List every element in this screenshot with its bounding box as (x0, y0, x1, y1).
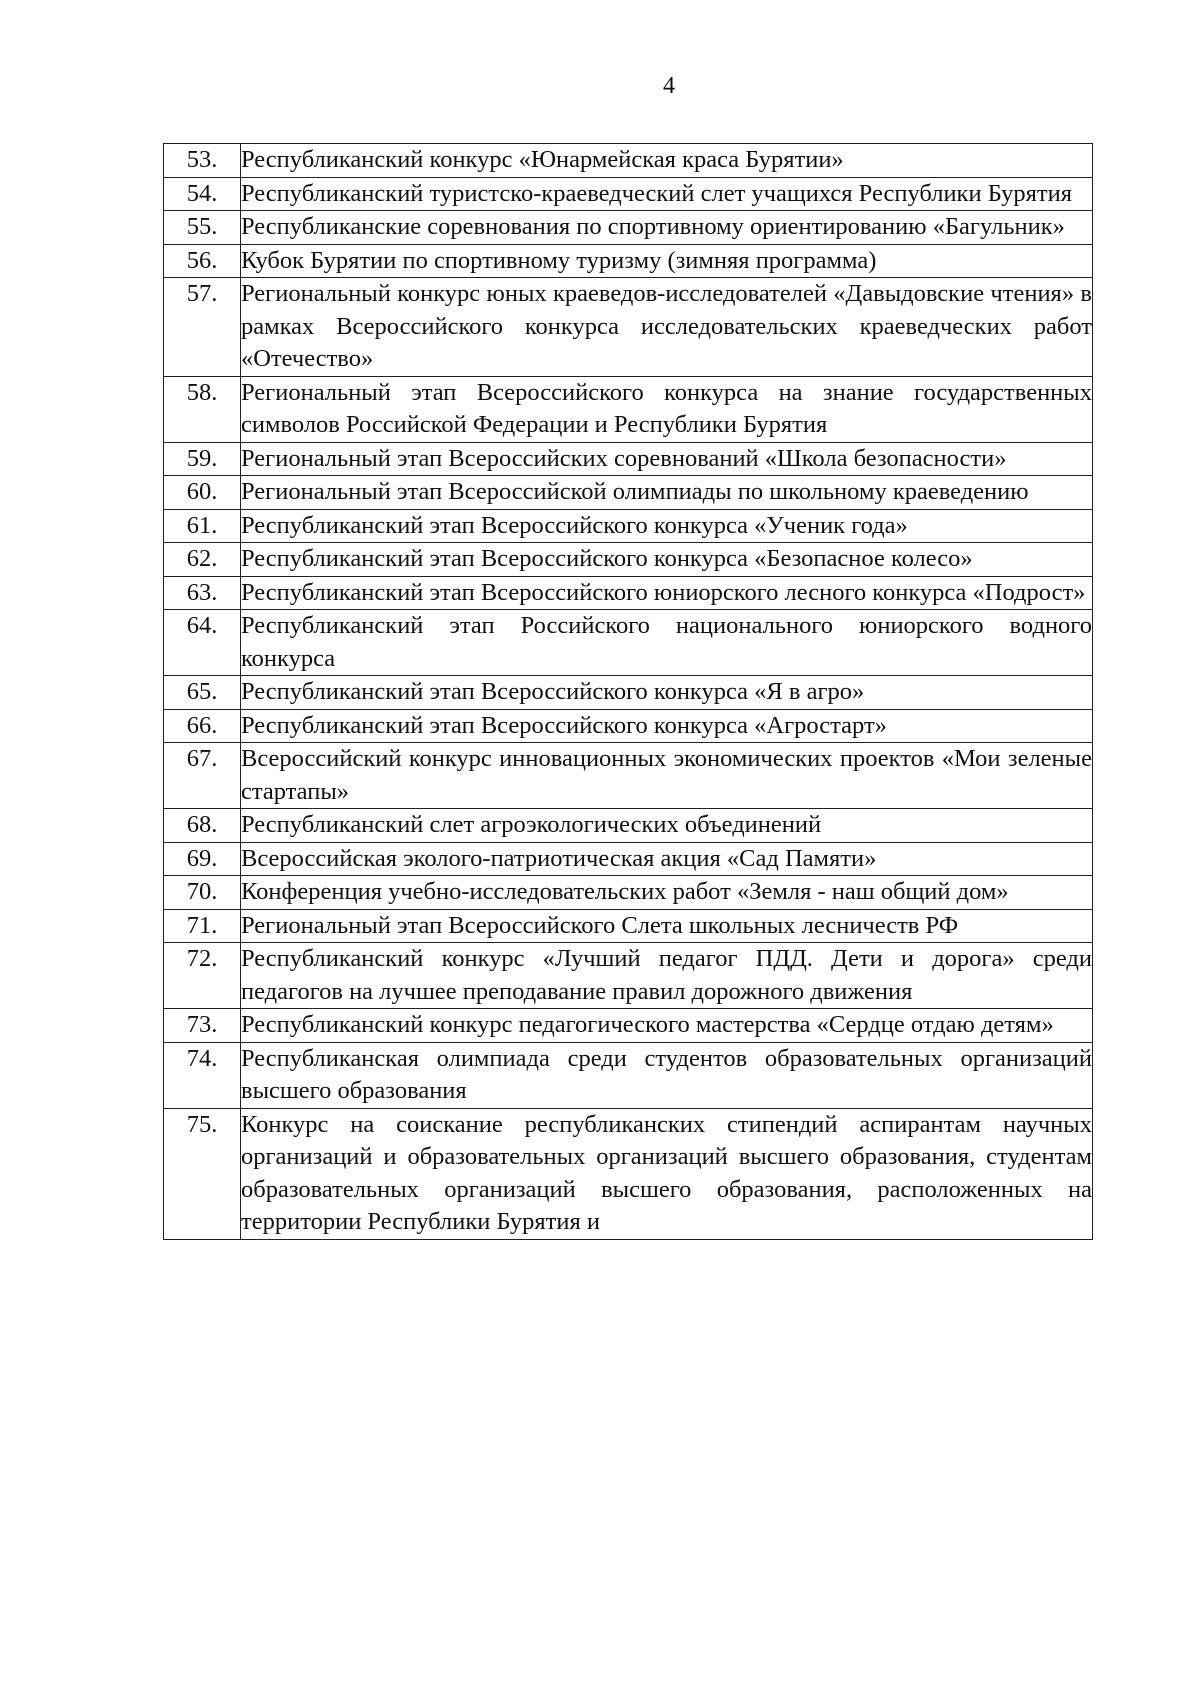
row-text: Республиканский этап Всероссийского конкурса «Безопасное колесо» (241, 545, 973, 572)
row-text: Республиканский этап Всероссийского конкурса «Ученик года» (241, 511, 908, 539)
table-row (164, 278, 1093, 377)
row-number: 53. (164, 144, 241, 178)
row-text: Республиканский конкурс педагогического мастерства «Сердце отдаю детям» (241, 1011, 1054, 1038)
row-text-cell (241, 1042, 1093, 1108)
table-row (164, 709, 1093, 743)
row-number: 71. (164, 909, 241, 943)
row-text-cell (241, 476, 1093, 510)
row-text-cell (241, 943, 1093, 1009)
table-body (164, 144, 1093, 1240)
table-row (164, 144, 1093, 178)
row-number: 54. (164, 177, 241, 211)
row-text-cell (241, 278, 1093, 377)
row-text: Региональный этап Всероссийского конкурса на знание государственных символов Российской Федерации и Республики Бурятия (241, 378, 1092, 438)
row-text-cell (241, 610, 1093, 676)
row-text: Конкурс на соискание республиканских стипендий аспирантам научных организаций и образовательных организаций высшего образования, студентам образовательных организаций высшего образования, расположенных на территории Республики Бурятия и (241, 1110, 1092, 1235)
row-number: 64. (164, 610, 241, 676)
row-text-cell (241, 177, 1093, 211)
row-text-cell (241, 1108, 1093, 1239)
row-number: 70. (164, 876, 241, 910)
row-text: Республиканская олимпиада среди студентов образовательных организаций высшего образования (241, 1044, 1092, 1104)
row-text: Кубок Бурятии по спортивному туризму (зимняя программа) (241, 246, 877, 274)
row-number: 73. (164, 1009, 241, 1043)
row-text-cell (241, 809, 1093, 843)
row-text: Всероссийский конкурс инновационных экономических проектов «Мои зеленые стартапы» (241, 745, 1092, 805)
row-text: Республиканский этап Всероссийского конкурса «Агростарт» (241, 711, 887, 739)
row-text-cell (241, 144, 1093, 178)
table-row (164, 842, 1093, 876)
row-text-cell (241, 376, 1093, 442)
table-row (164, 909, 1093, 943)
row-number: 72. (164, 943, 241, 1009)
row-number: 56. (164, 244, 241, 278)
row-text-cell (241, 842, 1093, 876)
table-row (164, 509, 1093, 543)
row-text: Республиканский слет агроэкологических объединений (241, 811, 822, 838)
row-text: Региональный этап Всероссийской олимпиады по школьному краеведению (241, 478, 1029, 505)
row-number: 57. (164, 278, 241, 377)
row-number: 75. (164, 1108, 241, 1239)
events-table (163, 143, 1093, 1240)
table-row (164, 576, 1093, 610)
row-number: 63. (164, 576, 241, 610)
row-number: 67. (164, 743, 241, 809)
row-text-cell (241, 876, 1093, 910)
row-text-cell (241, 244, 1093, 278)
row-text: Региональный этап Всероссийских соревнований «Школа безопасности» (241, 444, 1007, 472)
row-number: 55. (164, 211, 241, 245)
row-number: 66. (164, 709, 241, 743)
row-number: 58. (164, 376, 241, 442)
row-text-cell (241, 909, 1093, 943)
table-row (164, 743, 1093, 809)
table-row (164, 476, 1093, 510)
row-text: Региональный этап Всероссийского Слета школьных лесничеств РФ (241, 911, 959, 939)
row-text-cell (241, 676, 1093, 710)
table-row (164, 244, 1093, 278)
table-row (164, 177, 1093, 211)
row-text: Республиканский конкурс «Лучший педагог ПДД. Дети и дорога» среди педагогов на лучшее преподавание правил дорожного движения (241, 945, 1092, 1005)
table-row (164, 442, 1093, 476)
table-row (164, 543, 1093, 577)
row-text-cell (241, 709, 1093, 743)
table-row (164, 676, 1093, 710)
table-row (164, 211, 1093, 245)
table-row (164, 610, 1093, 676)
page-number: 4 (663, 73, 675, 99)
row-text-cell (241, 576, 1093, 610)
row-text: Республиканский этап Российского национального юниорского водного конкурса (241, 612, 1092, 672)
row-text: Республиканские соревнования по спортивному ориентированию «Багульник» (241, 213, 1065, 240)
row-number: 62. (164, 543, 241, 577)
row-text-cell (241, 743, 1093, 809)
row-text: Региональный конкурс юных краеведов-исследователей «Давыдовские чтения» в рамках Всероссийского конкурса исследовательских краеведческих работ «Отечество» (241, 280, 1092, 372)
table-row (164, 376, 1093, 442)
table-row (164, 876, 1093, 910)
table-row (164, 1042, 1093, 1108)
table-row (164, 1009, 1093, 1043)
row-text-cell (241, 211, 1093, 245)
table-row (164, 1108, 1093, 1239)
table-row (164, 809, 1093, 843)
row-number: 65. (164, 676, 241, 710)
row-number: 69. (164, 842, 241, 876)
row-text: Всероссийская эколого-патриотическая акция «Сад Памяти» (241, 844, 877, 872)
row-number: 59. (164, 442, 241, 476)
row-text: Республиканский конкурс «Юнармейская краса Бурятии» (241, 146, 844, 173)
row-text-cell (241, 1009, 1093, 1043)
row-text-cell (241, 543, 1093, 577)
row-number: 74. (164, 1042, 241, 1108)
row-text-cell (241, 442, 1093, 476)
row-number: 61. (164, 509, 241, 543)
row-text: Республиканский этап Всероссийского конкурса «Я в агро» (241, 678, 865, 705)
row-number: 60. (164, 476, 241, 510)
table-row (164, 943, 1093, 1009)
row-text-cell (241, 509, 1093, 543)
row-text: Республиканский туристско-краеведческий слет учащихся Республики Бурятия (241, 179, 1073, 207)
row-text: Конференция учебно-исследовательских работ «Земля - наш общий дом» (241, 878, 1009, 905)
row-text: Республиканский этап Всероссийского юниорского лесного конкурса «Подрост» (241, 578, 1086, 606)
row-number: 68. (164, 809, 241, 843)
